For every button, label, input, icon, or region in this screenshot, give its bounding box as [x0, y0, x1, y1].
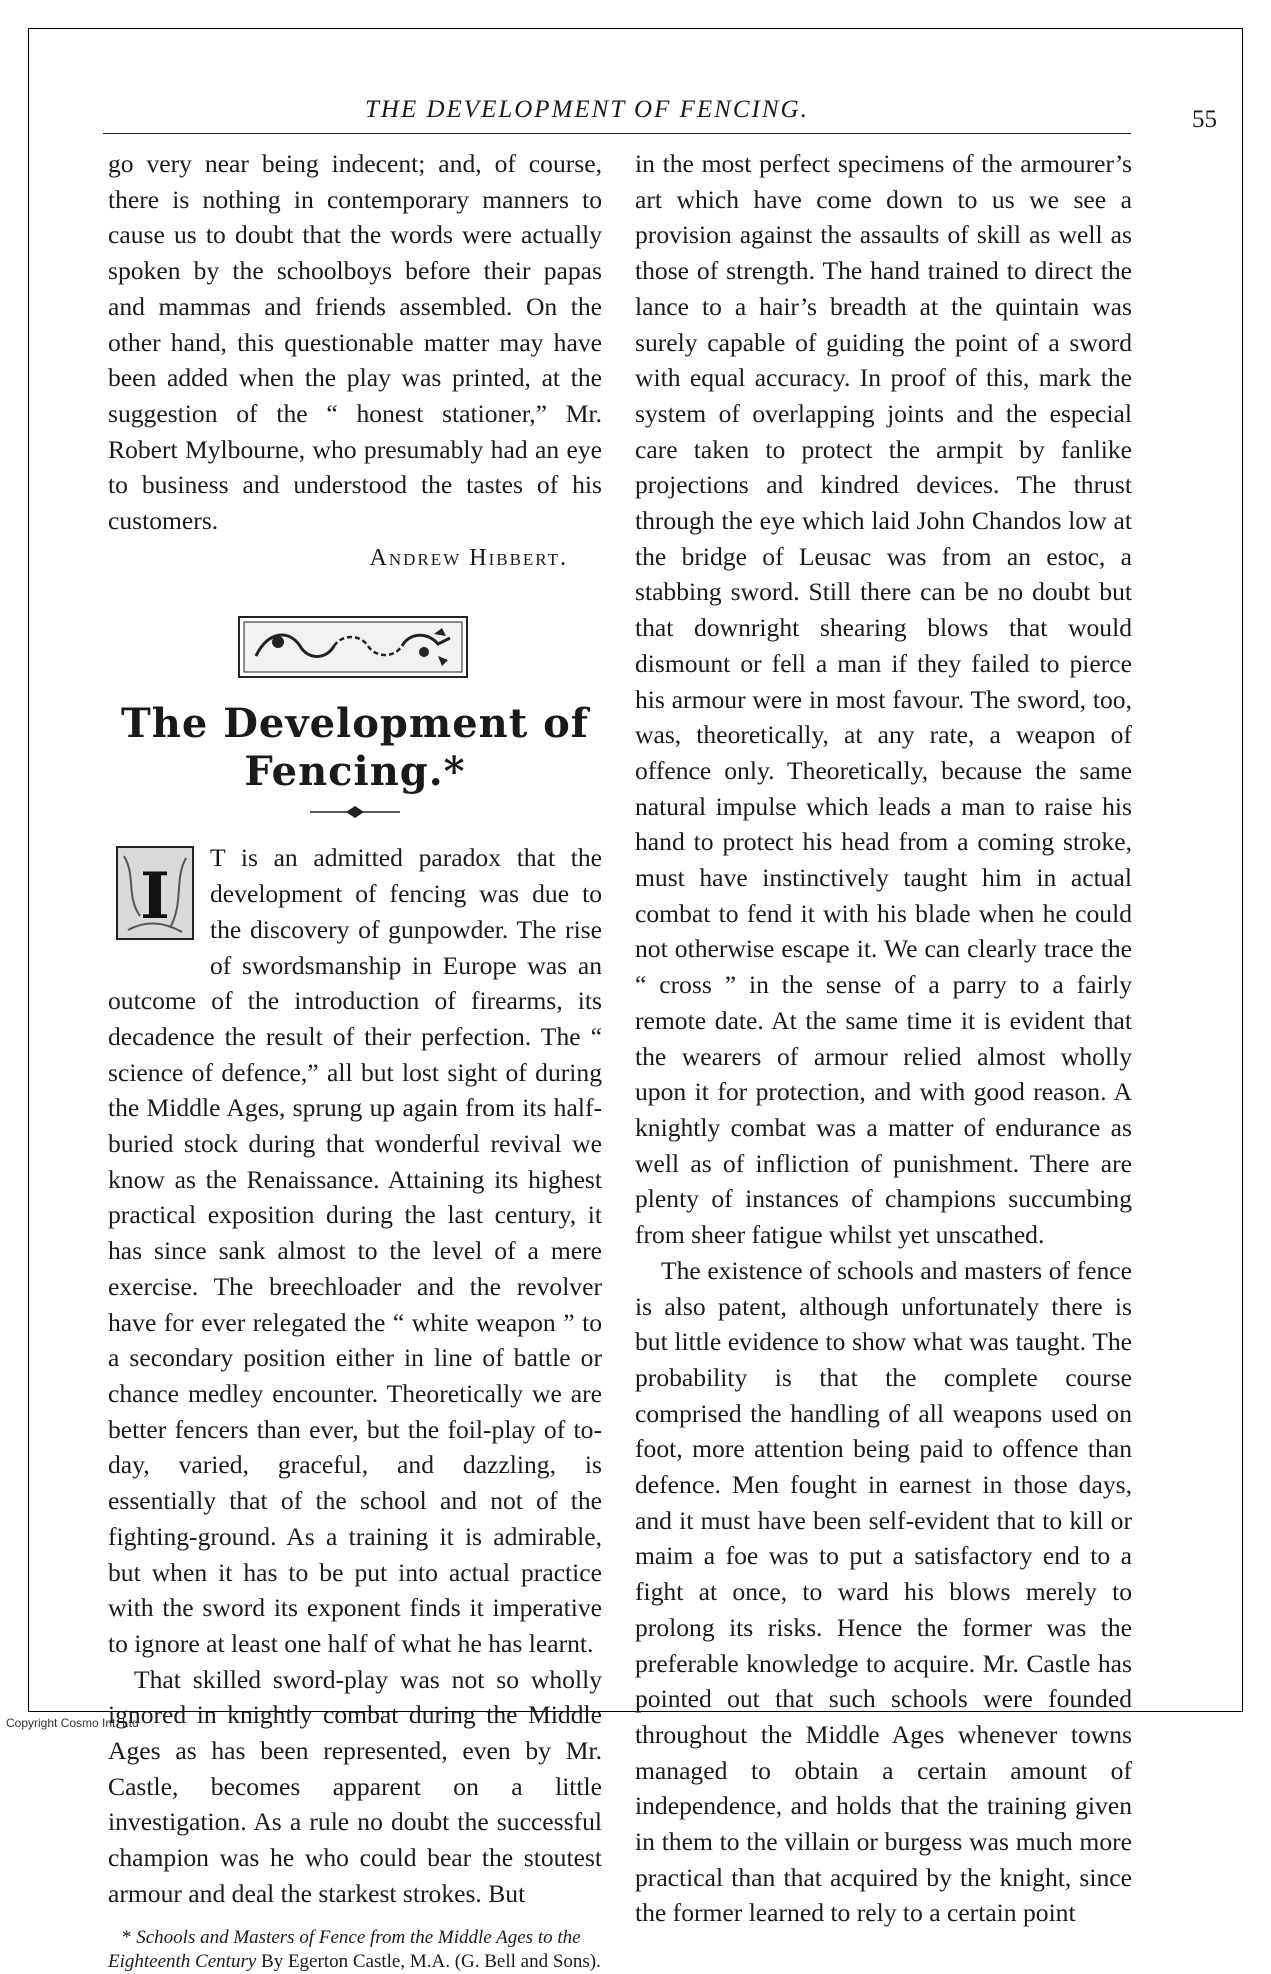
footnote-citation: By Egerton Castle, M.A. (G. Bell and Sons). — [256, 1950, 601, 1972]
footnote-book-title: Schools and Masters of Fence from the Middle Ages to the Eighteenth Century — [108, 1926, 581, 1972]
header-rule — [103, 133, 1131, 134]
right-column — [635, 146, 1132, 1931]
right-paragraph-2: The existence of schools and masters of fence is also patent, although unfortunately there is but little evidence to show what was taught. The probability is that the complete course comprised the handling of all weapons used on foot, more attention being paid to offence than defence. Men fought in earnest in those days, and it must have been self-evident that to kill or maim a foe was to put a satisfactory end to a fight at once, to ward his blows merely to prolong its risks. Hence the former was the preferable knowledge to acquire. Mr. Castle has pointed out that such schools were founded throughout the Middle Ages whenever towns managed to obtain a certain amount of independence, and holds that the training given in them to the villain or burgess was much more practical than that acquired by the knight, since the former learned to rely to a certain point — [635, 1255, 1132, 1928]
page-number: 55 — [1192, 106, 1217, 133]
footnote-mark: * — [122, 1926, 132, 1948]
copyright-notice: Copyright Cosmo Int. Ltd — [6, 1716, 139, 1730]
drop-cap — [116, 846, 194, 950]
author-signature: Andrew Hibbert. — [369, 544, 568, 571]
running-title: THE DEVELOPMENT OF FENCING. — [365, 96, 809, 123]
svg-text:I: I — [140, 859, 170, 935]
paragraph-1 — [108, 840, 602, 1661]
running-header — [60, 96, 1217, 133]
paragraph-1-text: T is an admitted paradox that the development of fencing was due to the discovery of gunpowder. The rise of swordsmanship in Europe was an outcome of the introduction of firearms, its decadence the result of their perfection. The “ science of defence,” all but lost sight of during the Middle Ages, sprung up again from its half-buried stock during that wonderful revival we know as the Renaissance. Attaining its highest practical exposition during the last century, it has since sank almost to the level of a mere exercise. The breechloader and the revolver have for ever relegated the “ white weapon ” to a secondary position either in line of battle or chance medley encounter. Theoretically we are better fencers than ever, but the foil-play of to-day, varied, graceful, and dazzling, is essentially that of the school and not of the fighting-ground. As a training it is admirable, but when it has to be put into actual practice with the sword its exponent finds it imperative to ignore at least one half of what he has learnt. — [108, 843, 602, 1658]
paragraph-2: That skilled sword-play was not so wholly ignored in knightly combat during the Middle Ages as has been represented, even by Mr. Castle, becomes apparent on a little investigation. As a rule no doubt the successful champion was he who could bear the stoutest armour and deal the starkest strokes. But — [108, 1664, 602, 1908]
article-title: The Development of Fencing.* — [120, 700, 590, 796]
continuation-paragraph: go very near being indecent; and, of course, there is nothing in contemporary manners to cause us to doubt that the words were actually spoken by the schoolboys before their papas and mammas and friends assembled. On the other hand, this questionable matter may have been added when the play was printed, at the suggestion of the “ honest stationer,” Mr. Robert Mylbourne, who presumably had an eye to business and understood the tastes of his customers. — [108, 149, 602, 536]
title-divider-icon — [310, 806, 400, 818]
decorative-ornament-icon — [238, 616, 468, 678]
left-column — [108, 146, 602, 1974]
footnote — [108, 1926, 602, 1974]
right-paragraph-1: in the most perfect specimens of the armourer’s art which have come down to us we see a provision against the assaults of skill as well as those of strength. The hand trained to direct the lance to a hair’s breadth at the quintain was surely capable of guiding the point of a sword with equal accuracy. In proof of this, mark the system of overlapping joints and the especial care taken to protect the armpit by fanlike projections and kindred devices. The thrust through the eye which laid John Chandos low at the bridge of Leusac was from an estoc, a stabbing sword. Still there can be no doubt but that downright shearing blows that would dismount or fell a man if they failed to pierce his armour were in most favour. The sword, too, was, theoretically, at any rate, a weapon of offence only. Theoretically, because the same natural impulse which leads a man to raise his hand to protect his head from a coming stroke, must have instinctively taught him in actual combat to fend it with his blade when he could not otherwise escape it. We can clearly trace the “ cross ” in the sense of a parry to a fairly remote date. At the same time it is evident that the wearers of armour relied almost wholly upon it for protection, and with good reason. A knightly combat was a matter of endurance as well as of infliction of punishment. There are plenty of instances of champions succumbing from sheer fatigue whilst yet unscathed. — [635, 149, 1132, 1250]
drop-cap-initial-icon — [116, 846, 194, 940]
